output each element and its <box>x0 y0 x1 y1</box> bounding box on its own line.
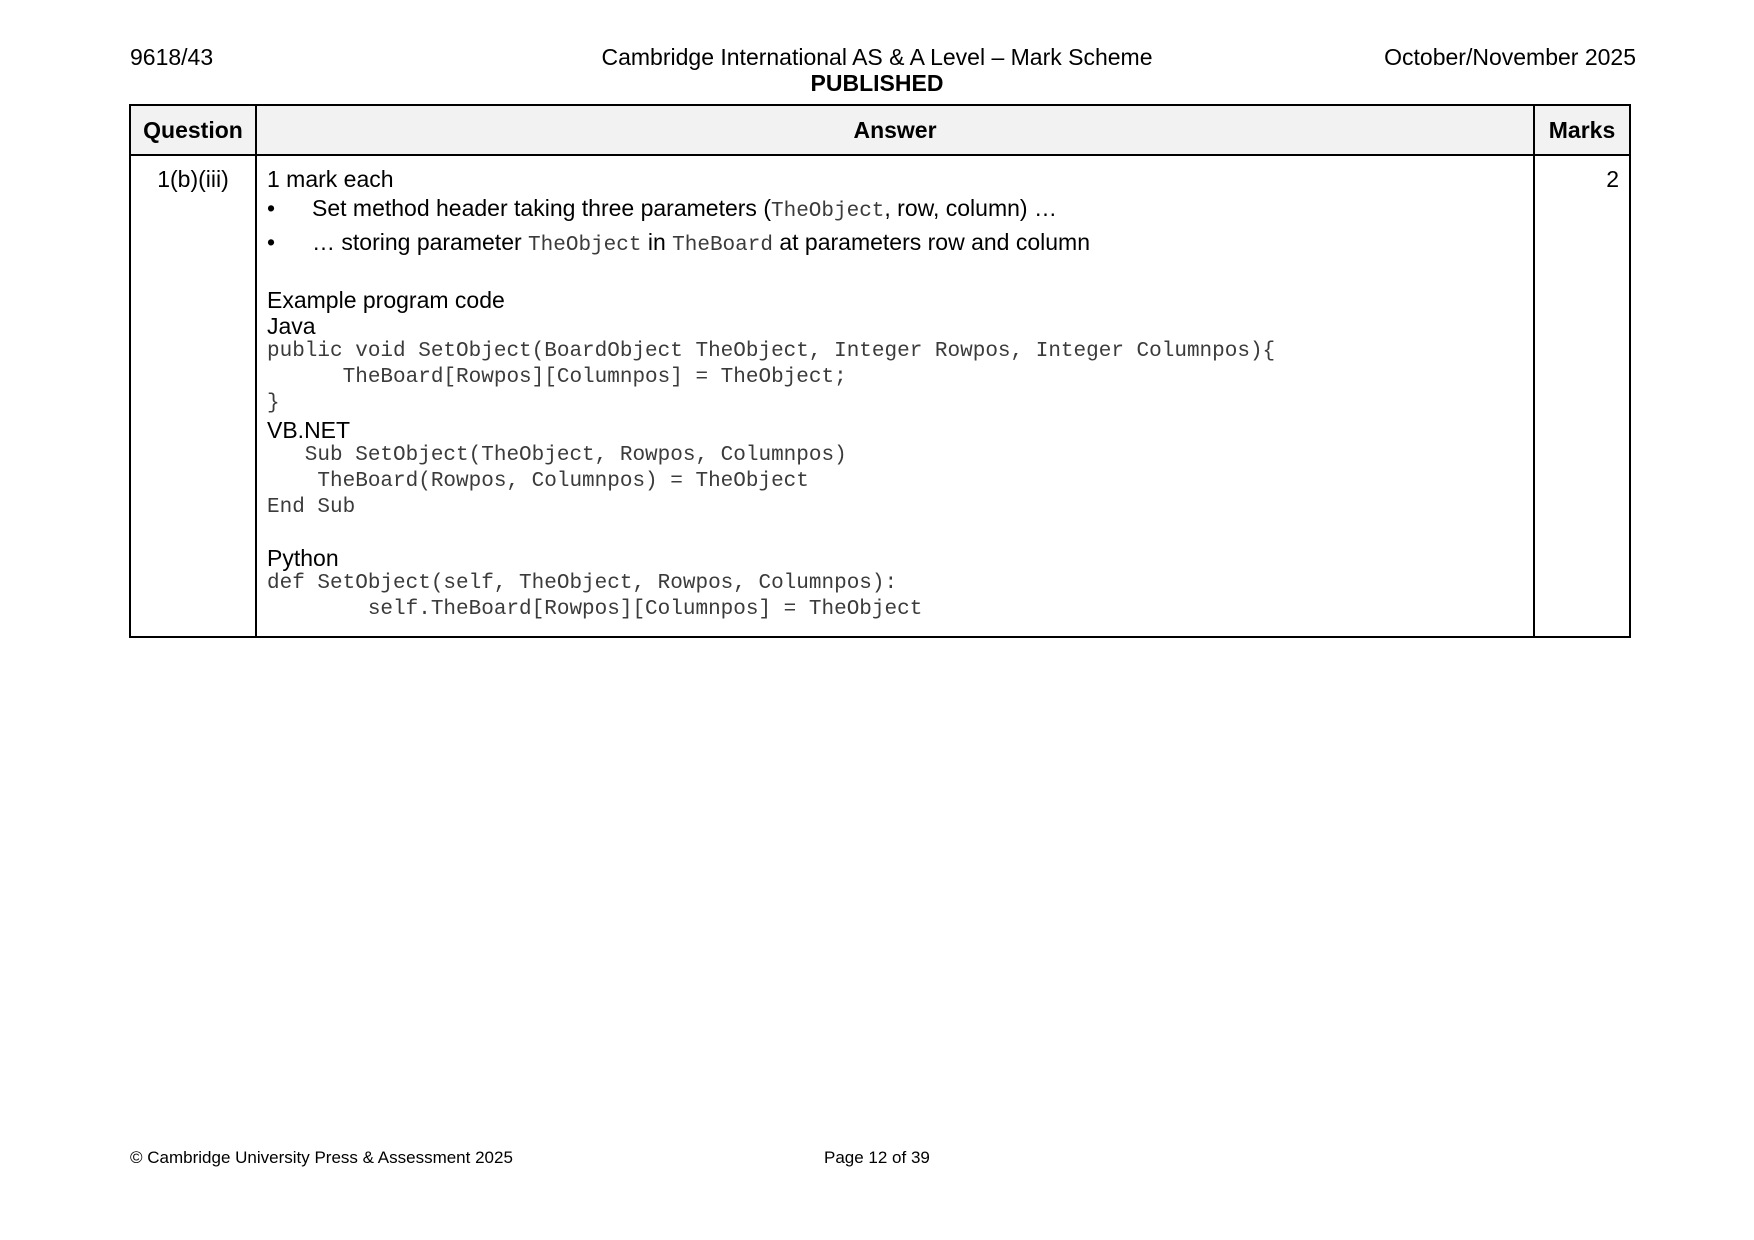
document-title: Cambridge International AS & A Level – Mark Scheme <box>601 44 1153 70</box>
python-label: Python <box>267 545 339 571</box>
code-line: TheBoard[Rowpos][Columnpos] = TheObject; <box>267 366 847 389</box>
code-line: public void SetObject(BoardObject TheObject, Integer Rowpos, Integer Columnpos){ <box>267 340 1276 363</box>
answer-column-header: Answer <box>256 105 1534 155</box>
paper-code: 9618/43 <box>130 44 214 70</box>
vbnet-code-block <box>267 443 1523 521</box>
marking-point-1: • Set method header taking three parameters (TheObject, row, column) … <box>267 195 1057 223</box>
marking-point-2: • … storing parameter TheObject in TheBoard at parameters row and column <box>267 229 1091 257</box>
code-line: TheBoard(Rowpos, Columnpos) = TheObject <box>267 470 809 493</box>
code-line: } <box>267 392 280 415</box>
code-line: self.TheBoard[Rowpos][Columnpos] = TheObject <box>267 598 923 621</box>
marking-intro: 1 mark each <box>267 166 394 192</box>
bullet-marker: • <box>267 195 276 221</box>
java-label: Java <box>267 313 316 339</box>
vbnet-label: VB.NET <box>267 417 351 443</box>
page-number: Page 12 of 39 <box>824 1148 930 1167</box>
marks-value: 2 <box>1534 155 1630 637</box>
example-code-label: Example program code <box>267 287 505 313</box>
published-status: PUBLISHED <box>810 70 944 96</box>
marks-column-header: Marks <box>1534 105 1630 155</box>
answer-cell <box>256 155 1534 637</box>
table-header-row <box>130 105 1630 155</box>
question-number: 1(b)(iii) <box>130 155 256 637</box>
copyright-notice: © Cambridge University Press & Assessment 2025 <box>130 1148 513 1167</box>
python-code-block <box>267 571 1523 623</box>
code-line: def SetObject(self, TheObject, Rowpos, Columnpos): <box>267 572 898 595</box>
table-row <box>130 155 1630 637</box>
code-line: Sub SetObject(TheObject, Rowpos, Columnpos) <box>267 444 847 467</box>
java-code-block <box>267 339 1523 417</box>
question-column-header: Question <box>130 105 256 155</box>
bullet-marker: • <box>267 229 276 255</box>
mark-scheme-table <box>129 104 1631 638</box>
code-line: End Sub <box>267 496 356 519</box>
exam-session: October/November 2025 <box>1384 44 1636 70</box>
